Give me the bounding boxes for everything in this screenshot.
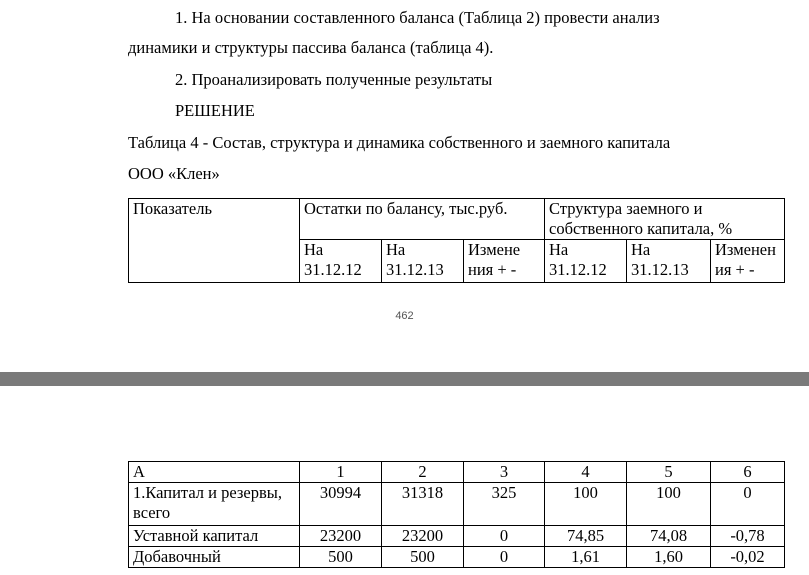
header-structure-group: Структура заемного и собственного капитала, %	[545, 199, 785, 240]
row-value: 31318	[382, 483, 464, 526]
row-label: 1.Капитал и резервы, всего	[129, 483, 300, 526]
header-sub-2: На 31.12.13	[382, 240, 464, 283]
header-indicator: Показатель	[129, 199, 300, 283]
row-value: 0	[711, 483, 785, 526]
row-value: 1,60	[627, 547, 711, 568]
row-value: 30994	[300, 483, 382, 526]
row-value: 500	[382, 547, 464, 568]
row-value: -0,78	[711, 526, 785, 547]
task-1-line-1: 1. На основании составленного баланса (Таблица 2) провести анализ	[175, 8, 660, 27]
row-value: 500	[300, 547, 382, 568]
row-value: 325	[464, 483, 545, 526]
col-number-2: 2	[382, 462, 464, 483]
row-label: Уставной капитал	[129, 526, 300, 547]
table-4-header	[128, 198, 785, 283]
table-4-body	[128, 461, 785, 568]
page-number: 462	[395, 310, 414, 322]
header-sub-1: На 31.12.12	[300, 240, 382, 283]
table-row	[129, 483, 785, 526]
row-value: 0	[464, 526, 545, 547]
col-number-4: 4	[545, 462, 627, 483]
table-row	[129, 526, 785, 547]
page-separator	[0, 372, 809, 386]
row-value: 1,61	[545, 547, 627, 568]
task-1-line-2: динамики и структуры пассива баланса (таблица 4).	[128, 38, 494, 57]
col-number-a: А	[129, 462, 300, 483]
header-sub-4: На 31.12.12	[545, 240, 627, 283]
table-caption-line-2: ООО «Клен»	[128, 164, 220, 183]
col-number-3: 3	[464, 462, 545, 483]
row-value: -0,02	[711, 547, 785, 568]
row-value: 23200	[300, 526, 382, 547]
row-value: 74,85	[545, 526, 627, 547]
header-balance-group: Остатки по балансу, тыс.руб.	[300, 199, 545, 240]
row-label: Добавочный	[129, 547, 300, 568]
row-value: 0	[464, 547, 545, 568]
document-page-2	[0, 386, 809, 575]
row-value: 100	[627, 483, 711, 526]
col-number-5: 5	[627, 462, 711, 483]
col-number-6: 6	[711, 462, 785, 483]
header-sub-6: Изменен ия + -	[711, 240, 785, 283]
solution-heading: РЕШЕНИЕ	[175, 101, 255, 120]
row-value: 74,08	[627, 526, 711, 547]
row-value: 100	[545, 483, 627, 526]
task-2: 2. Проанализировать полученные результаты	[175, 70, 493, 89]
column-number-row	[129, 462, 785, 483]
table-caption-line-1: Таблица 4 - Состав, структура и динамика собственного и заемного капитала	[128, 133, 671, 152]
row-value: 23200	[382, 526, 464, 547]
col-number-1: 1	[300, 462, 382, 483]
header-sub-5: На 31.12.13	[627, 240, 711, 283]
table-row	[129, 547, 785, 568]
header-sub-3: Измене ния + -	[464, 240, 545, 283]
